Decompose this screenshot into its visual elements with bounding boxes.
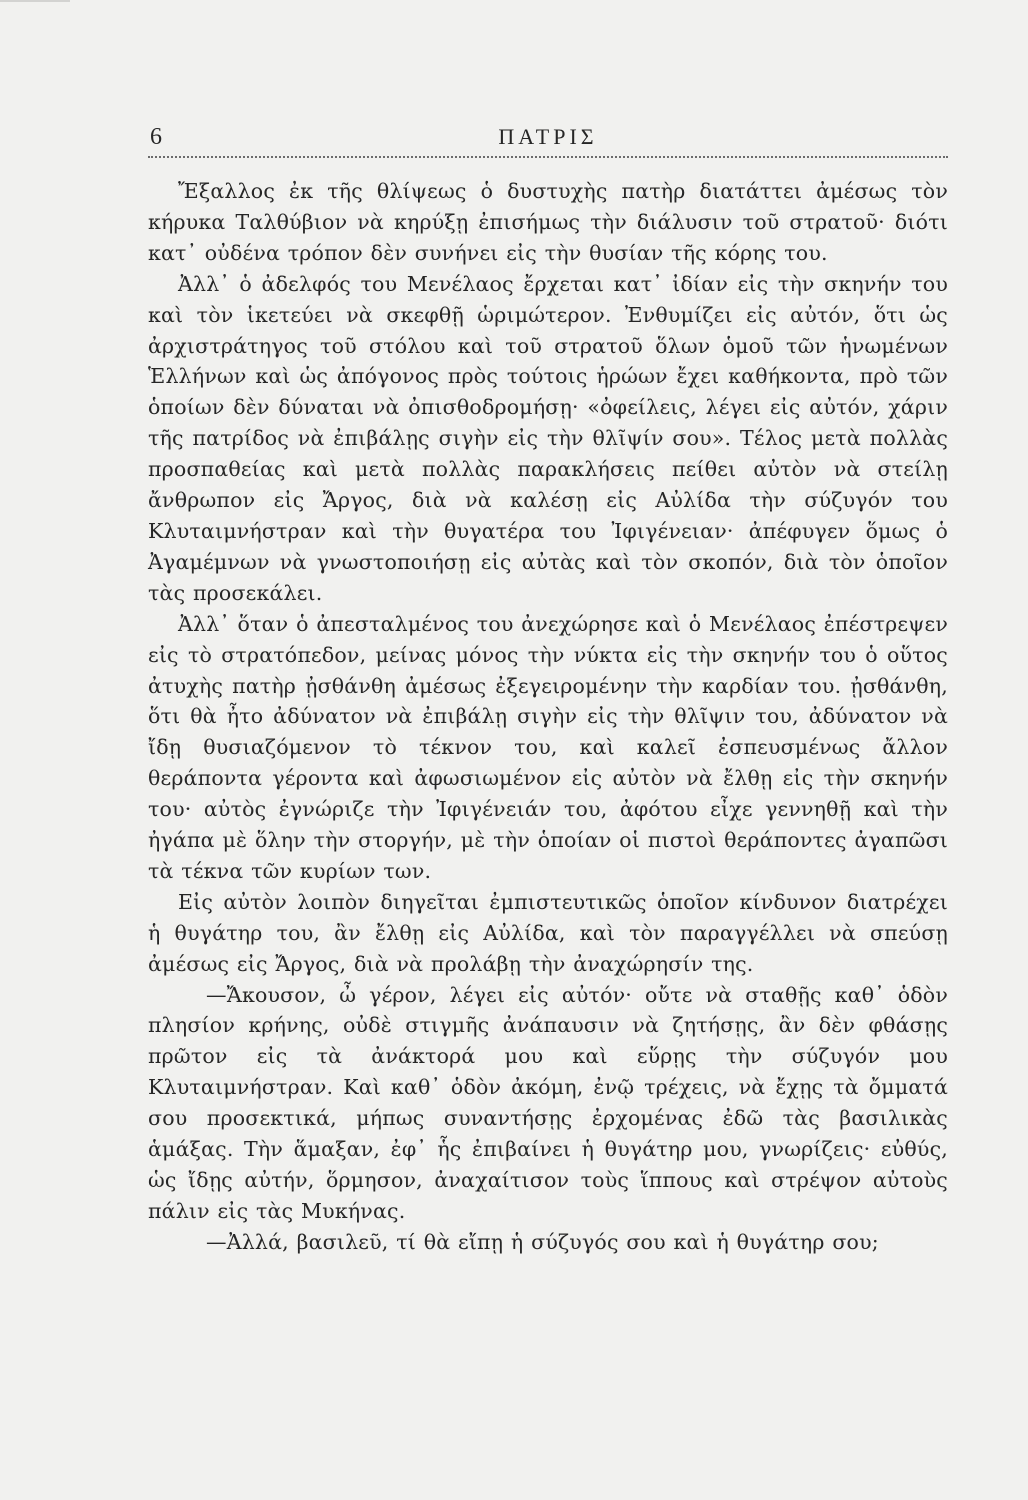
- running-title: ΠΑΤΡΙΣ: [498, 124, 598, 149]
- scan-edge-mark: [0, 0, 70, 16]
- book-page: [148, 112, 948, 1258]
- paragraph: Εἰς αὐτὸν λοιπὸν διηγεῖται ἐμπιστευτικῶς ὁποῖον κίνδυνον διατρέχει ἡ θυγάτηρ του, ἂν ἔλθῃ εἰς Αὐλίδα, καὶ τὸν παραγγέλλει νὰ σπεύσῃ ἀμέσως εἰς Ἄργος, διὰ νὰ προλάβῃ τὴν ἀναχώρησίν της.: [148, 889, 948, 976]
- page-number: 6: [150, 124, 163, 150]
- dialogue-paragraph: —Ἀλλά, βασιλεῦ, τί θὰ εἴπῃ ἡ σύζυγός σου καὶ ἡ θυγάτηρ σου;: [206, 1229, 879, 1254]
- body-text: [148, 176, 948, 1258]
- dialogue-paragraph: —Ἄκουσον, ὦ γέρον, λέγει εἰς αὐτόν· οὔτε νὰ σταθῇς καθ᾽ ὁδὸν πλησίον κρήνης, οὐδὲ στιγμῆς ἀνάπαυσιν νὰ ζητήσῃς, ἂν δὲν φθάσῃς πρῶτον εἰς τὰ ἀνάκτορά μου καὶ εὕρῃς τὴν σύζυγόν μου Κλυταιμνήστραν. Καὶ καθ᾽ ὁδὸν ἀκόμη, ἐνῷ τρέχεις, νὰ ἔχῃς τὰ ὄμματά σου προσεκτικά, μήπως συναντήσῃς ἐρχομένας ἐδῶ τὰς βασιλικὰς ἁμάξας. Τὴν ἅμαξαν, ἐφ᾽ ἧς ἐπιβαίνει ἡ θυγάτηρ μου, γνωρίζεις· εὐθύς, ὡς ἴδῃς αὐτήν, ὅρμησον, ἀναχαίτισον τοὺς ἵππους καὶ στρέψον αὐτοὺς πάλιν εἰς τὰς Μυκήνας.: [148, 982, 948, 1223]
- running-header: [148, 112, 948, 158]
- paragraph: Ἀλλ᾽ ὁ ἀδελφός του Μενέλαος ἔρχεται κατ᾽ ἰδίαν εἰς τὴν σκηνήν του καὶ τὸν ἱκετεύει νὰ σκεφθῇ ὡριμώτερον. Ἐνθυμίζει εἰς αὐτόν, ὅτι ὡς ἀρχιστράτηγος τοῦ στόλου καὶ τοῦ στρατοῦ ὅλων ὁμοῦ τῶν ἡνωμένων Ἑλλήνων καὶ ὡς ἀπόγονος πρὸς τούτοις ἡρώων ἔχει καθήκοντα, πρὸ τῶν ὁποίων δὲν δύναται νὰ ὀπισθοδρομήσῃ· «ὀφείλεις, λέγει εἰς αὐτόν, χάριν τῆς πατρίδος νὰ ἐπιβάλῃς σιγὴν εἰς τὴν θλῖψίν σου». Τέλος μετὰ πολλὰς προσπαθείας καὶ μετὰ πολλὰς παρακλήσεις πείθει αὐτὸν νὰ στείλῃ ἄνθρωπον εἰς Ἄργος, διὰ νὰ καλέσῃ εἰς Αὐλίδα τὴν σύζυγόν του Κλυταιμνήστραν καὶ τὴν θυγατέρα του Ἰφιγένειαν· ἀπέφυγεν ὅμως ὁ Ἀγαμέμνων νὰ γνωστοποιήσῃ εἰς αὐτὰς καὶ τὸν σκοπόν, διὰ τὸν ὁποῖον τὰς προσεκάλει.: [148, 271, 948, 605]
- paragraph: Ἀλλ᾽ ὅταν ὁ ἀπεσταλμένος του ἀνεχώρησε καὶ ὁ Μενέλαος ἐπέστρεψεν εἰς τὸ στρατόπεδον, μείνας μόνος τὴν νύκτα εἰς τὴν σκηνήν του ὁ οὕτος ἀτυχὴς πατὴρ ᾐσθάνθη ἀμέσως ἐξεγειρομένην τὴν καρδίαν του. ᾐσθάνθη, ὅτι θὰ ἦτο ἀδύνατον νὰ ἐπιβάλῃ σιγὴν εἰς τὴν θλῖψιν του, ἀδύνατον νὰ ἴδῃ θυσιαζόμενον τὸ τέκνον του, καὶ καλεῖ ἐσπευσμένως ἄλλον θεράποντα γέροντα καὶ ἀφωσιωμένον εἰς αὐτὸν νὰ ἔλθῃ εἰς τὴν σκηνήν του· αὐτὸς ἐγνώριζε τὴν Ἰφιγένειάν του, ἀφότου εἶχε γεννηθῇ καὶ τὴν ἠγάπα μὲ ὅλην τὴν στοργήν, μὲ τὴν ὁποίαν οἱ πιστοὶ θεράποντες ἀγαπῶσι τὰ τέκνα τῶν κυρίων των.: [148, 611, 948, 883]
- paragraph: Ἔξαλλος ἐκ τῆς θλίψεως ὁ δυστυχὴς πατὴρ διατάττει ἀμέσως τὸν κήρυκα Ταλθύβιον νὰ κηρύξῃ ἐπισήμως τὴν διάλυσιν τοῦ στρατοῦ· διότι κατ᾽ οὐδένα τρόπον δὲν συνήνει εἰς τὴν θυσίαν τῆς κόρης του.: [148, 179, 948, 265]
